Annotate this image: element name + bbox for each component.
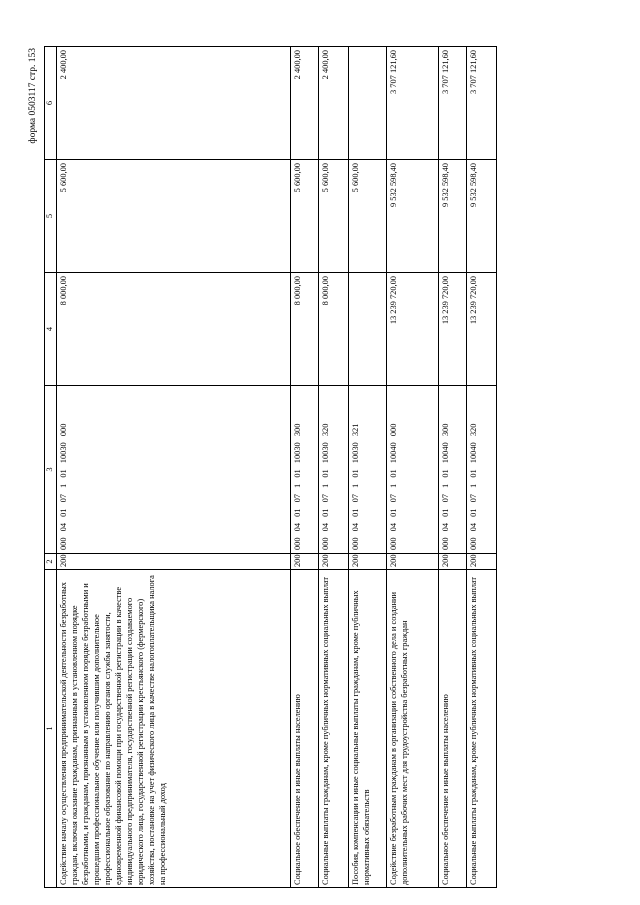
row-budget-code: 000 04 01 07 1 01 10030 300 <box>291 386 319 554</box>
header-col-3: 3 <box>45 386 57 554</box>
row-line-code: 200 <box>319 554 349 570</box>
row-executed: 5 600,00 <box>349 160 387 273</box>
row-line-code: 200 <box>439 554 467 570</box>
document-sheet <box>28 48 612 888</box>
row-executed: 5 600,00 <box>319 160 349 273</box>
row-approved: 8 000,00 <box>57 273 291 386</box>
row-remaining: 3 707 121,60 <box>467 47 497 160</box>
row-name: Социальное обеспечение и иные выплаты населению <box>291 570 319 888</box>
header-col-2: 2 <box>45 554 57 570</box>
row-budget-code: 000 04 01 07 1 01 10040 320 <box>467 386 497 554</box>
row-approved: 13 239 720,00 <box>387 273 439 386</box>
header-col-6: 6 <box>45 47 57 160</box>
budget-table <box>44 46 497 888</box>
row-line-code: 200 <box>57 554 291 570</box>
row-approved: 8 000,00 <box>319 273 349 386</box>
table-row <box>349 47 387 888</box>
row-approved: 13 239 720,00 <box>467 273 497 386</box>
row-remaining: 2 400,00 <box>291 47 319 160</box>
header-col-1: 1 <box>45 570 57 888</box>
table-row <box>319 47 349 888</box>
row-approved: 8 000,00 <box>291 273 319 386</box>
row-executed: 9 532 598,40 <box>439 160 467 273</box>
row-budget-code: 000 04 01 07 1 01 10030 321 <box>349 386 387 554</box>
table-row <box>439 47 467 888</box>
row-executed: 9 532 598,40 <box>387 160 439 273</box>
row-remaining <box>349 47 387 160</box>
row-budget-code: 000 04 01 07 1 01 10030 320 <box>319 386 349 554</box>
row-name: Содействие началу осуществления предпринимательской деятельности безработных граждан, включая оказание гражданам, признанным в установленном порядке безработными, и гражданам, признанным в установленном порядке безработными и прошедшим профессиональное обучение или получившим дополнительное профессиональное образование по направлению органов службы занятости, единовременной финансовой помощи при государственной регистрации в качестве индивидуального предпринимателя, государственной регистрации создаваемого юридического лица, государственной регистрации крестьянского (фермерского) хозяйства, постановке на учет физического лица в качестве налогоплательщика налога на профессиональный доход <box>57 570 291 888</box>
row-executed: 5 600,00 <box>291 160 319 273</box>
header-row <box>45 47 57 888</box>
row-name: Социальное обеспечение и иные выплаты населению <box>439 570 467 888</box>
row-line-code: 200 <box>467 554 497 570</box>
row-line-code: 200 <box>387 554 439 570</box>
row-name: Содействие безработным гражданам в организации собственного дела и создании дополнительных рабочих мест для трудоустройства безработных граждан <box>387 570 439 888</box>
row-budget-code: 000 04 01 07 1 01 10040 300 <box>439 386 467 554</box>
form-identifier: форма 0503117 стр. 153 <box>28 48 38 144</box>
row-budget-code: 000 04 01 07 1 01 10040 000 <box>387 386 439 554</box>
row-line-code: 200 <box>291 554 319 570</box>
row-approved <box>349 273 387 386</box>
row-budget-code: 000 04 01 07 1 01 10030 000 <box>57 386 291 554</box>
table-row <box>467 47 497 888</box>
table-row <box>291 47 319 888</box>
table-row <box>57 47 291 888</box>
row-line-code: 200 <box>349 554 387 570</box>
row-remaining: 2 400,00 <box>319 47 349 160</box>
row-executed: 5 600,00 <box>57 160 291 273</box>
row-name: Социальные выплаты гражданам, кроме публичных нормативных социальных выплат <box>319 570 349 888</box>
header-col-4: 4 <box>45 273 57 386</box>
table-row <box>387 47 439 888</box>
row-remaining: 3 707 121,60 <box>439 47 467 160</box>
row-approved: 13 239 720,00 <box>439 273 467 386</box>
row-executed: 9 532 598,40 <box>467 160 497 273</box>
row-remaining: 3 707 121,60 <box>387 47 439 160</box>
row-name: Пособия, компенсации и иные социальные выплаты гражданам, кроме публичных нормативных обязательств <box>349 570 387 888</box>
row-remaining: 2 400,00 <box>57 47 291 160</box>
header-col-5: 5 <box>45 160 57 273</box>
row-name: Социальные выплаты гражданам, кроме публичных нормативных социальных выплат <box>467 570 497 888</box>
